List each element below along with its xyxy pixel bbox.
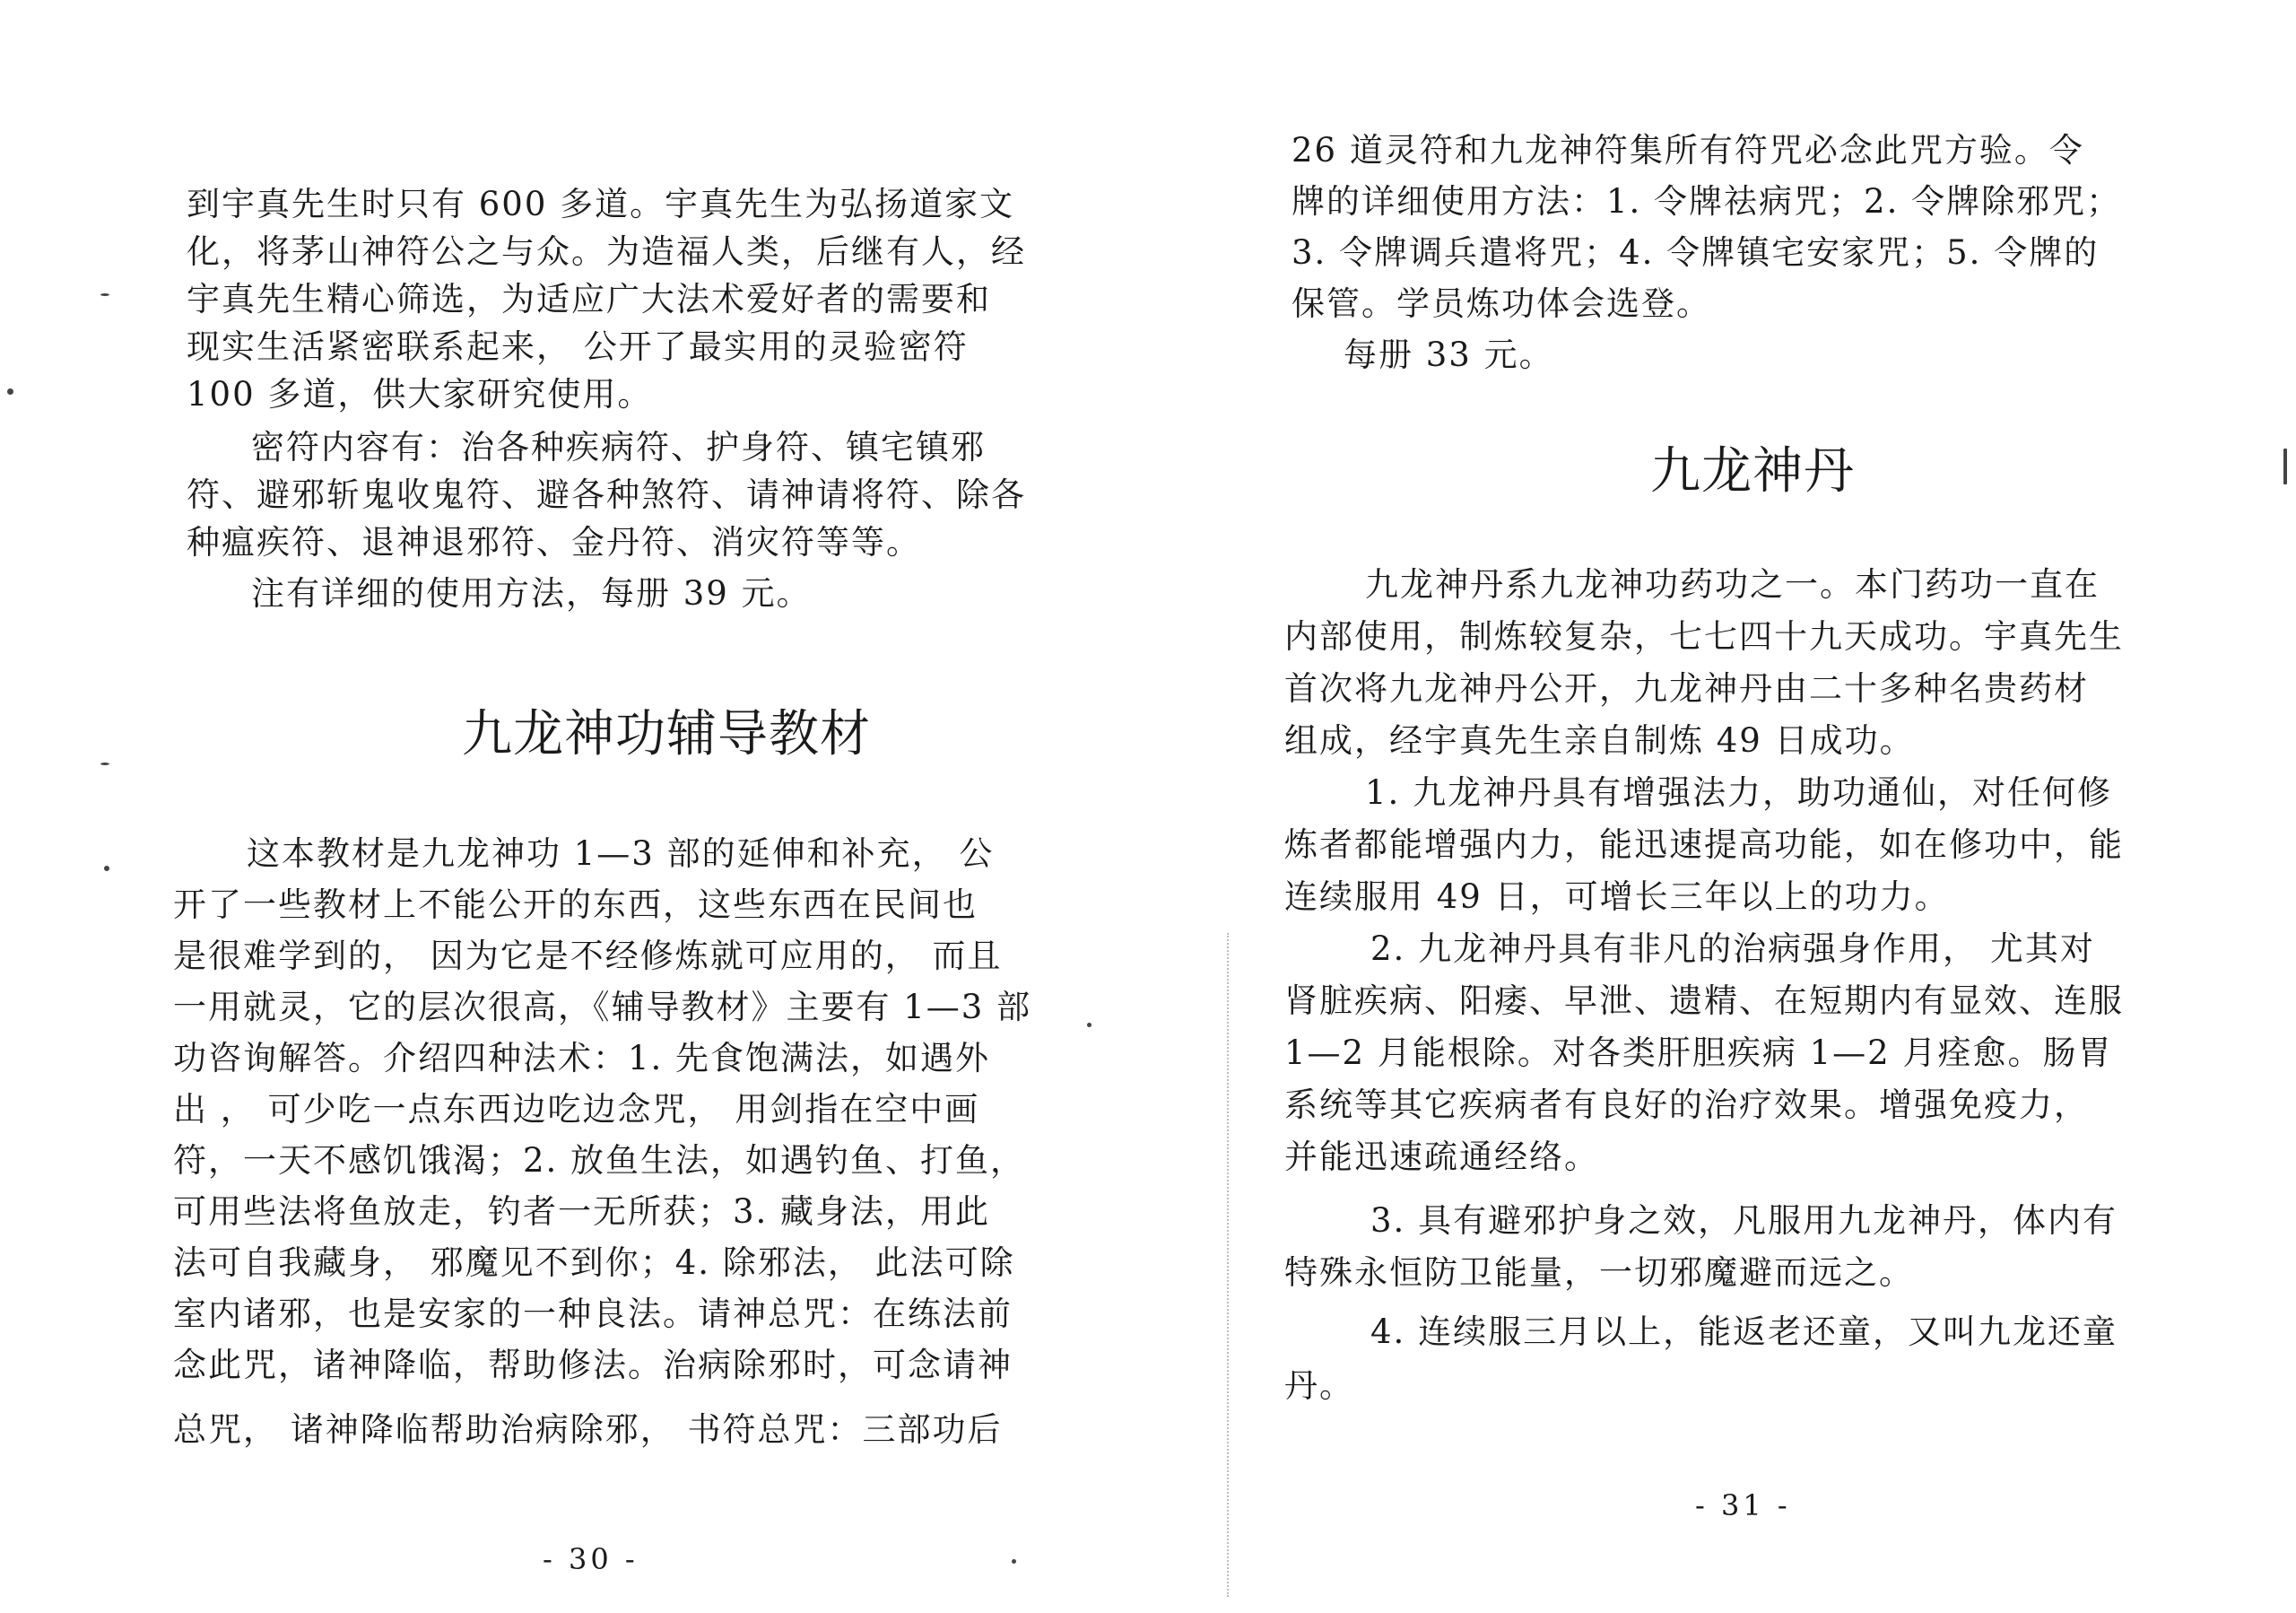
section-heading: 九龙神功辅导教材 bbox=[462, 705, 871, 763]
text-line: 到宇真先生时只有 600 多道。宇真先生为弘扬道家文 bbox=[187, 185, 1015, 223]
scan-speck bbox=[1087, 1023, 1091, 1027]
text-line: 功咨询解答。介绍四种法术：1. 先食饱满法，如遇外 bbox=[173, 1039, 991, 1077]
scan-speck bbox=[100, 293, 109, 296]
page-number: - 31 - bbox=[1695, 1488, 1791, 1522]
text-line: 系统等其它疾病者有良好的治疗效果。增强免疫力， bbox=[1284, 1086, 2089, 1124]
text-line: 26 道灵符和九龙神符集所有符咒必念此咒方验。令 bbox=[1292, 131, 2084, 170]
text-line: 总咒， 诸神降临帮助治病除邪， 书符总咒：三部功后 bbox=[173, 1410, 1003, 1449]
text-line: 1. 九龙神丹具有增强法力，助功通仙，对任何修 bbox=[1365, 773, 2113, 812]
page-number: - 30 - bbox=[543, 1542, 639, 1576]
scan-speck bbox=[100, 763, 109, 765]
text-line: 3. 令牌调兵遣将咒；4. 令牌镇宅安家咒；5. 令牌的 bbox=[1292, 233, 2100, 272]
text-line: 1—2 月能根除。对各类肝胆疾病 1—2 月痊愈。肠胃 bbox=[1284, 1033, 2113, 1072]
text-line: 出 ， 可少吃一点东西边吃边念咒， 用剑指在空中画 bbox=[173, 1090, 980, 1129]
text-line: 4. 连续服三月以上，能返老还童，又叫九龙还童 bbox=[1370, 1312, 2118, 1351]
text-line: 开了一些教材上不能公开的东西，这些东西在民间也 bbox=[173, 885, 978, 924]
text-line: 每册 33 元。 bbox=[1344, 336, 1554, 374]
text-line: 保管。学员炼功体会选登。 bbox=[1292, 284, 1711, 323]
text-line: 九龙神丹系九龙神功药功之一。本门药功一直在 bbox=[1365, 565, 2100, 604]
text-line: 100 多道，供大家研究使用。 bbox=[187, 375, 653, 414]
text-line: 2. 九龙神丹具有非凡的治病强身作用， 尤其对 bbox=[1370, 929, 2095, 968]
text-line: 丹。 bbox=[1284, 1366, 1354, 1405]
text-line: 可用些法将鱼放走，钓者一无所获；3. 藏身法，用此 bbox=[173, 1192, 991, 1231]
text-line: 首次将九龙神丹公开，九龙神丹由二十多种名贵药材 bbox=[1284, 669, 2089, 708]
text-line: 组成，经宇真先生亲自制炼 49 日成功。 bbox=[1284, 721, 1915, 760]
text-line: 肾脏疾病、阳痿、早泄、遗精、在短期内有显效、连服 bbox=[1284, 981, 2124, 1020]
section-heading: 九龙神丹 bbox=[1650, 442, 1855, 501]
text-line: 室内诸邪，也是安家的一种良法。请神总咒：在练法前 bbox=[173, 1295, 1013, 1333]
scan-speck bbox=[7, 388, 13, 395]
text-line: 种瘟疾符、退神退邪符、金丹符、消灾符等等。 bbox=[187, 523, 921, 562]
scan-speck bbox=[104, 866, 109, 871]
text-line: 密符内容有：治各种疾病符、护身符、镇宅镇邪 bbox=[251, 428, 986, 466]
text-line: 符、避邪斩鬼收鬼符、避各种煞符、请神请将符、除各 bbox=[187, 475, 1026, 514]
text-line: 一用就灵，它的层次很高，《辅导教材》主要有 1—3 部 bbox=[173, 988, 1032, 1026]
text-line: 这本教材是九龙神功 1—3 部的延伸和补充， 公 bbox=[247, 834, 995, 873]
text-line: 3. 具有避邪护身之效，凡服用九龙神丹，体内有 bbox=[1370, 1201, 2118, 1240]
text-line: 现实生活紧密联系起来， 公开了最实用的灵验密符 bbox=[187, 327, 969, 366]
text-line: 宇真先生精心筛选，为适应广大法术爱好者的需要和 bbox=[187, 280, 991, 318]
text-line: 连续服用 49 日，可增长三年以上的功力。 bbox=[1284, 877, 1950, 916]
text-line: 是很难学到的， 因为它是不经修炼就可应用的， 而且 bbox=[173, 937, 1003, 975]
text-line: 特殊永恒防卫能量，一切邪魔避而远之。 bbox=[1284, 1253, 1914, 1292]
text-line: 注有详细的使用方法，每册 39 元。 bbox=[251, 574, 812, 613]
text-line: 法可自我藏身， 邪魔见不到你；4. 除邪法， 此法可除 bbox=[173, 1243, 1015, 1282]
text-line: 内部使用，制炼较复杂，七七四十九天成功。宇真先生 bbox=[1284, 617, 2124, 656]
right-page bbox=[1229, 0, 2296, 1613]
text-line: 念此咒，诸神降临，帮助修法。治病除邪时，可念请神 bbox=[173, 1346, 1013, 1384]
text-line: 化，将茅山神符公之与众。为造福人类，后继有人，经 bbox=[187, 232, 1026, 271]
scan-speck bbox=[1012, 1559, 1016, 1564]
text-line: 牌的详细使用方法：1. 令牌祛病咒；2. 令牌除邪咒； bbox=[1292, 182, 2122, 221]
text-line: 符，一天不感饥饿渴；2. 放鱼生法，如遇钓鱼、打鱼， bbox=[173, 1141, 1026, 1180]
text-line: 炼者都能增强内力，能迅速提高功能，如在修功中，能 bbox=[1284, 825, 2124, 864]
text-line: 并能迅速疏通经络。 bbox=[1284, 1138, 1599, 1176]
scan-speck bbox=[2283, 449, 2287, 484]
